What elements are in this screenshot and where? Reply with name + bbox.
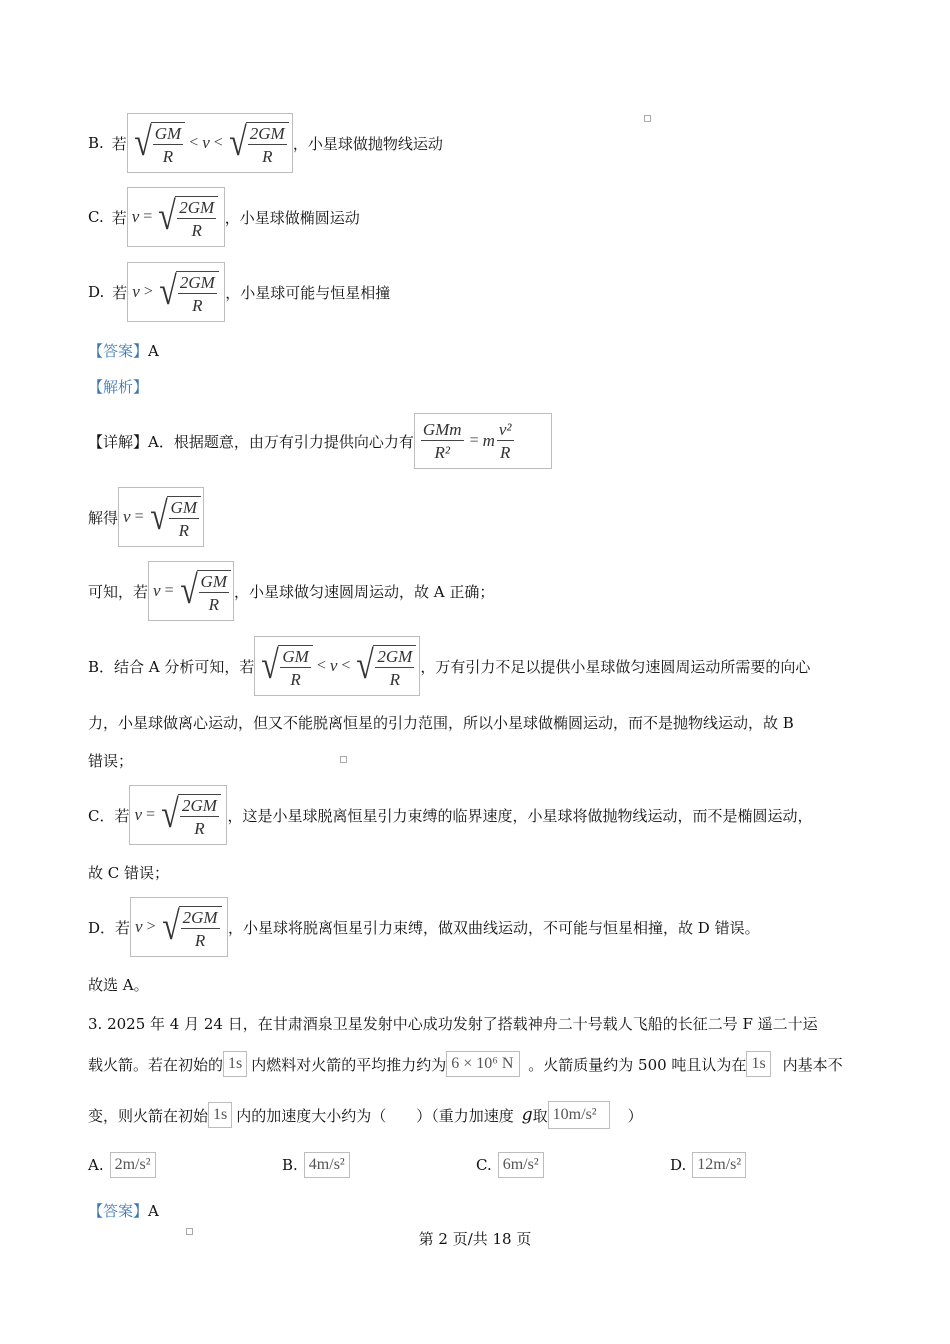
detail-line-5	[88, 712, 794, 733]
formula-image: 1s	[208, 1102, 232, 1128]
question3-line-3	[88, 1101, 643, 1129]
detail-text: ，万有引力不足以提供小星球做匀速圆周运动所需要的向心	[420, 657, 811, 676]
option-text: ，小星球可能与恒星相撞	[225, 283, 391, 302]
analysis-tag: 【解析】	[88, 378, 149, 396]
detail-text: B．结合 A 分析可知，若	[88, 657, 255, 676]
option-label: C.	[88, 208, 104, 226]
question-text: ）	[627, 1106, 643, 1125]
detail-line-8	[88, 862, 169, 883]
formula-image: 4m/s²	[304, 1152, 350, 1178]
option-c-prev	[88, 187, 360, 247]
option-prefix: 若	[112, 283, 128, 302]
option-label: C.	[476, 1156, 492, 1174]
option-prefix: 若	[111, 208, 127, 227]
detail-text: 解得	[88, 508, 119, 527]
detail-text: 可知，若	[88, 582, 149, 601]
option-d	[670, 1152, 746, 1178]
formula-image: v > √ $\frac{2GM}{R}$	[130, 897, 228, 957]
formula-image: v = √ $\frac{GM}{R}$	[118, 487, 204, 547]
detail-text: A．根据题意，由万有引力提供向心力有	[148, 432, 414, 451]
answer-tag: 【答案】	[88, 342, 149, 360]
option-c	[476, 1152, 544, 1178]
formula-image: $\frac{\text{GMm}}{\text{R²}}$ = m $\frac{\text{v²}}{R}$	[414, 413, 552, 469]
answer-value: A	[148, 341, 159, 360]
option-label: B.	[282, 1156, 298, 1174]
option-text: ，小星球做抛物线运动	[292, 134, 443, 153]
option-b-prev	[88, 113, 443, 173]
question-text: 变，则火箭在初始	[88, 1106, 209, 1125]
option-prefix: 若	[111, 134, 127, 153]
detail-line-2	[88, 487, 204, 547]
gravity-symbol: g	[521, 1105, 533, 1125]
option-label: A.	[88, 1156, 104, 1174]
option-label: B.	[88, 134, 104, 152]
formula-image: v = √ $\frac{2GM}{R}$	[129, 785, 227, 845]
detail-line-10	[88, 974, 149, 995]
detail-text: ，小星球做匀速圆周运动，故 A 正确；	[234, 582, 495, 601]
detail-text: ，小星球将脱离恒星引力束缚，做双曲线运动，不可能与恒星相撞，故 D 错误。	[228, 918, 760, 937]
question-text: 载火箭。若在初始的	[88, 1055, 224, 1074]
detail-text: ，这是小星球脱离恒星引力束缚的临界速度，小星球将做抛物线运动，而不是椭圆运动，	[227, 806, 813, 825]
formula-image: v = √ $\frac{GM}{R}$	[148, 561, 234, 621]
detail-line-4	[88, 636, 810, 696]
question-text: 取	[532, 1106, 548, 1125]
formula-image: 6m/s²	[498, 1152, 544, 1178]
question-text: 内基本不	[782, 1055, 843, 1074]
option-text: ，小星球做椭圆运动	[224, 208, 360, 227]
formula-image: 6 × 10⁶ N	[446, 1051, 520, 1077]
answer-line	[88, 340, 159, 361]
answer-tag: 【答案】	[88, 1202, 149, 1220]
formula-image: √ $\frac{GM}{R}$ < v < √ $\frac{2GM}{R}$	[254, 636, 420, 696]
formula-image: v = √ $\frac{2GM}{R}$	[127, 187, 225, 247]
detail-text: D．若	[88, 918, 131, 937]
analysis-heading	[88, 376, 148, 397]
formula-image: 2m/s²	[110, 1152, 156, 1178]
answer-line-2	[88, 1200, 159, 1221]
page-footer: 第 2 页/共 18 页	[418, 1230, 532, 1248]
anchor-marker-icon	[644, 115, 651, 122]
formula-image: √ $\frac{GM}{R}$ < v < √ $\frac{2GM}{R}$	[127, 113, 293, 173]
question3-line-2	[88, 1051, 843, 1077]
question-text: 3. 2025 年 4 月 24 日，在甘肃酒泉卫星发射中心成功发射了搭载神舟二十号载人飞船的长征二号 F 遥二十运	[88, 1015, 818, 1033]
option-a	[88, 1152, 156, 1178]
detail-line-9	[88, 897, 760, 957]
option-label: D.	[88, 283, 105, 301]
detail-text: 力，小星球做离心运动，但又不能脱离恒星的引力范围，所以小星球做椭圆运动，而不是抛物线运动，故 B	[88, 714, 794, 732]
detail-line-7	[88, 785, 813, 845]
detail-line-6	[88, 750, 133, 771]
question-text: 内燃料对火箭的平均推力约为	[251, 1055, 447, 1074]
detail-text: 故 C 错误；	[88, 864, 170, 882]
detail-text: C．若	[88, 806, 130, 825]
detail-tag: 【详解】	[88, 432, 149, 451]
detail-line-1	[88, 413, 552, 469]
option-b	[282, 1152, 350, 1178]
formula-image: 1s	[223, 1051, 247, 1077]
anchor-marker-icon	[340, 756, 347, 763]
answer-value: A	[148, 1201, 159, 1220]
formula-image: 12m/s²	[692, 1152, 746, 1178]
question-text: 。火箭质量约为 500 吨且认为在	[528, 1055, 747, 1074]
question3-options	[0, 1152, 950, 1182]
question-text: 内的加速度大小约为（ ）（重力加速度	[236, 1106, 514, 1125]
option-d-prev	[88, 262, 390, 322]
option-label: D.	[670, 1156, 687, 1174]
detail-line-3	[88, 561, 494, 621]
formula-image: 10m/s²	[548, 1101, 610, 1129]
detail-text: 故选 A。	[88, 976, 149, 994]
formula-image: 1s	[746, 1051, 770, 1077]
detail-text: 错误；	[88, 752, 134, 770]
formula-image: v > √ $\frac{2GM}{R}$	[127, 262, 225, 322]
question3-line-1	[88, 1013, 818, 1034]
